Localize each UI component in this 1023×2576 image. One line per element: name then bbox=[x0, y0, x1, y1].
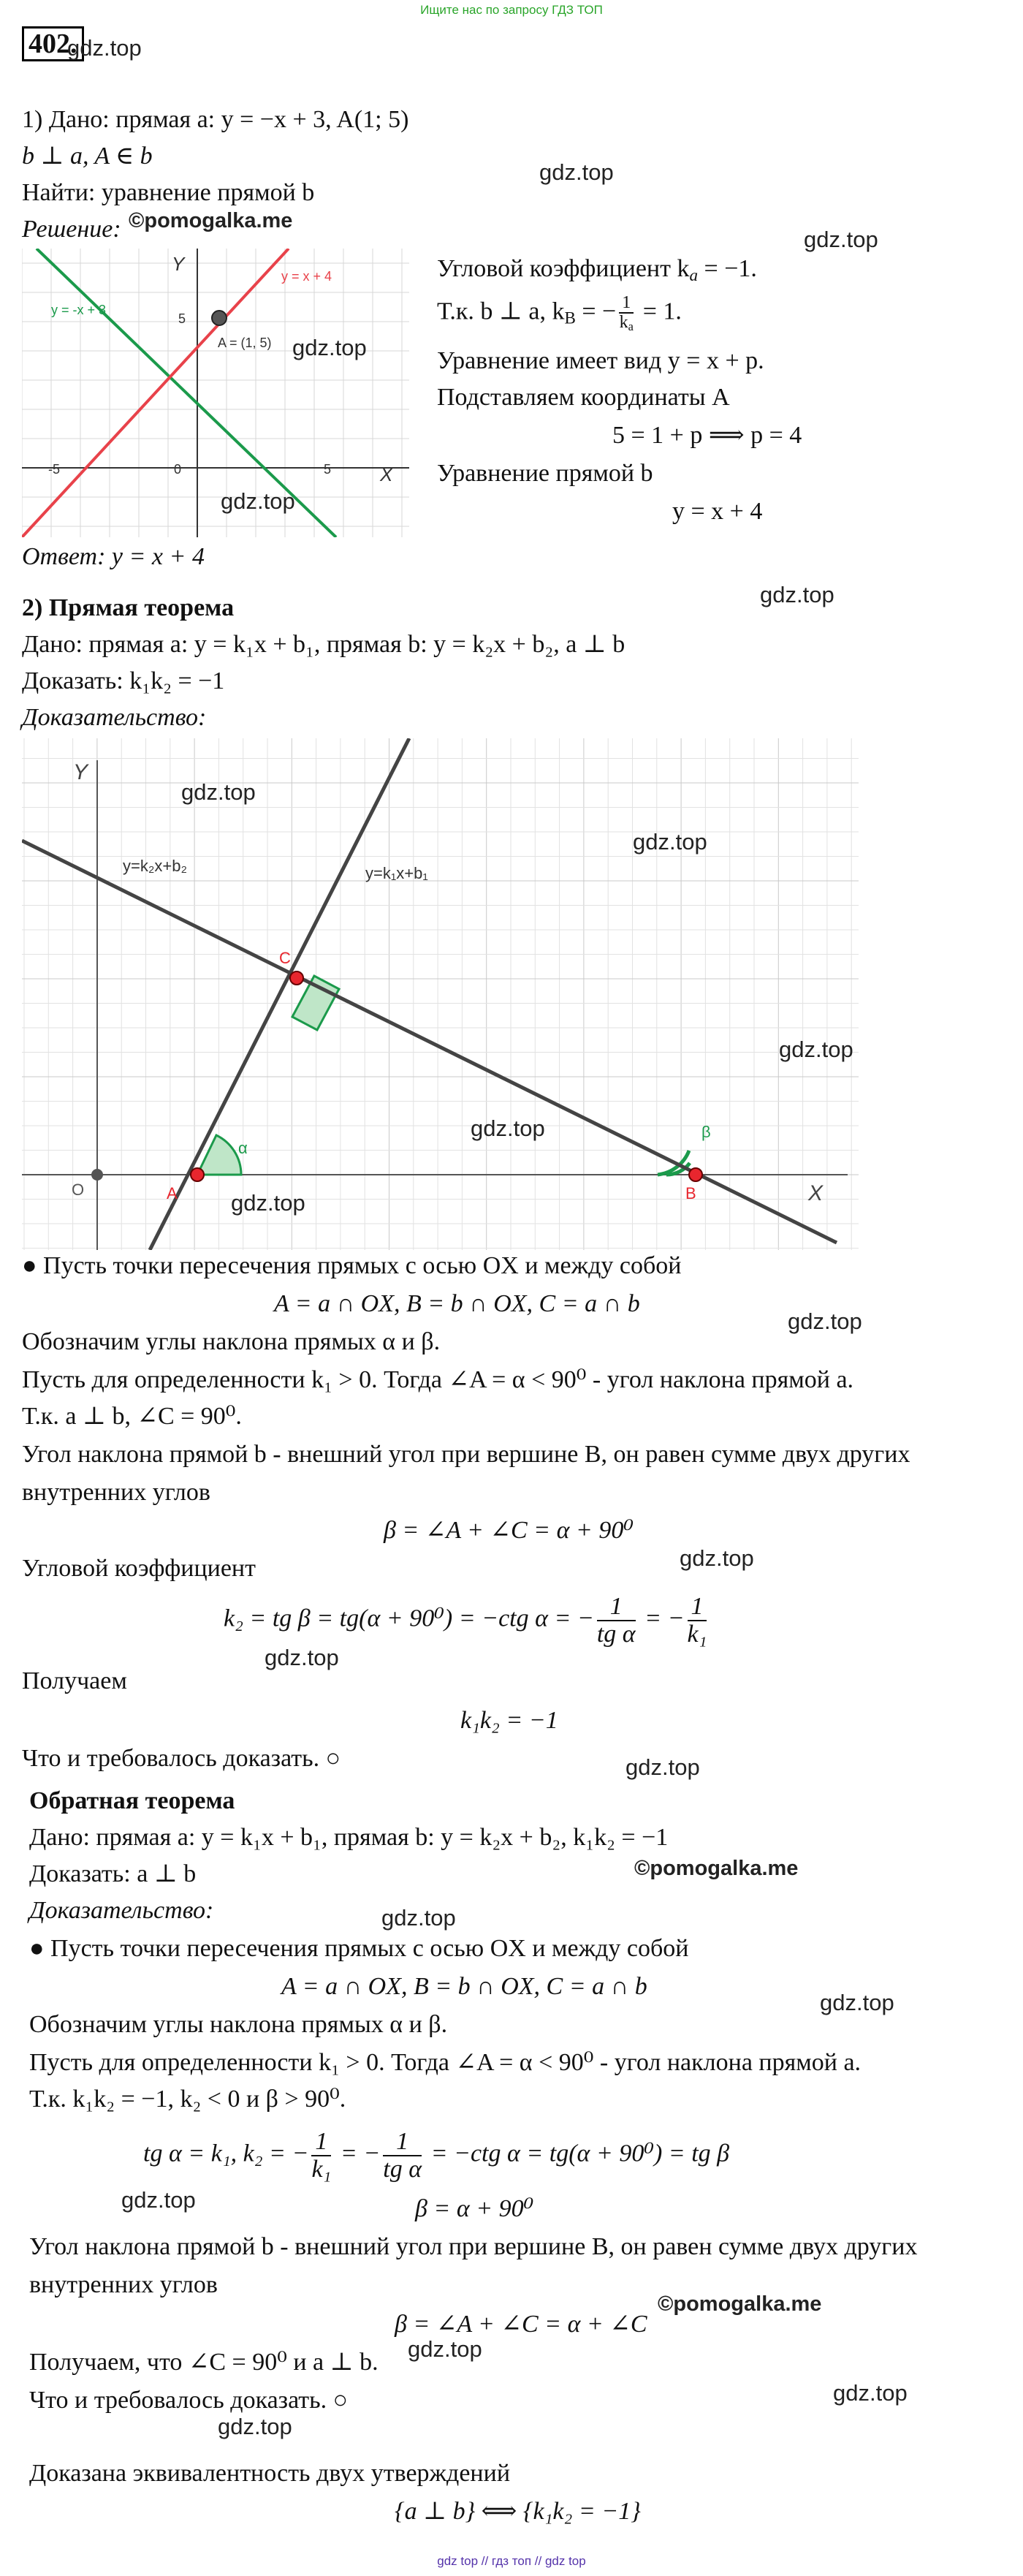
watermark-gdz: gdz.top bbox=[539, 159, 614, 185]
part3-p14: {a ⊥ b} ⟺ {k₁k₂ = −1} bbox=[395, 2498, 641, 2525]
part2-p6: Угол наклона прямой b - внешний угол при вершине B, он равен сумме двух других bbox=[22, 1441, 910, 1468]
watermark-gdz: gdz.top bbox=[408, 2336, 482, 2362]
solution-step-5: 5 = 1 + p ⟹ p = 4 bbox=[612, 422, 802, 449]
part2-p2: A = a ∩ OX, B = b ∩ OX, C = a ∩ b bbox=[274, 1290, 640, 1317]
label-point-c: C bbox=[279, 949, 291, 967]
axis-x-label: X bbox=[380, 463, 393, 485]
line-a bbox=[150, 738, 409, 1250]
tick-5-y: 5 bbox=[178, 311, 186, 326]
part3-p8: Угол наклона прямой b - внешний угол при вершине B, он равен сумме двух других bbox=[29, 2233, 918, 2260]
part3-p2: A = a ∩ OX, B = b ∩ OX, C = a ∩ b bbox=[281, 1973, 647, 2000]
watermark-gdz: gdz.top bbox=[625, 1754, 700, 1780]
part3-p3: Обозначим углы наклона прямых α и β. bbox=[29, 2011, 448, 2038]
part1-answer: Ответ: y = x + 4 bbox=[22, 543, 205, 570]
part2-p10: k₂ = tg β = tg(α + 90⁰) = −ctg α = − $\frac{1}{\text{tg α}}$ = − $\frac{1}{\text{k₁}}$ bbox=[224, 1593, 707, 1648]
watermark-gdz: gdz.top bbox=[779, 1037, 853, 1062]
label-point-b: B bbox=[685, 1184, 696, 1202]
watermark-gdz: gdz.top bbox=[788, 1308, 862, 1334]
watermark-gdz: gdz.top bbox=[67, 35, 142, 61]
part3-p9: внутренних углов bbox=[29, 2271, 218, 2298]
part3-p12: Что и требовалось доказать. ○ bbox=[29, 2387, 349, 2414]
part2-p1: ● Пусть точки пересечения прямых с осью OX и между собой bbox=[22, 1252, 682, 1279]
task-number: 402. bbox=[22, 26, 84, 61]
solution-step-1: Угловой коэффициент $k_a = -1$. bbox=[437, 255, 757, 285]
watermark-gdz: gdz.top bbox=[833, 2380, 908, 2406]
part2-title: 2) Прямая теорема bbox=[22, 594, 235, 621]
top-search-hint[interactable]: Ищите нас по запросу ГДЗ ТОП bbox=[420, 3, 603, 17]
part2-p11: Получаем bbox=[22, 1667, 127, 1694]
axis-y-label: Y bbox=[172, 253, 185, 275]
part2-p8: β = ∠A + ∠C = α + 90⁰ bbox=[384, 1517, 634, 1544]
label-line-b: y = x + 4 bbox=[281, 269, 332, 284]
part2-p13: Что и требовалось доказать. ○ bbox=[22, 1745, 341, 1772]
part2-p12: k₁k₂ = −1 bbox=[460, 1707, 558, 1734]
part3-title: Обратная теорема bbox=[29, 1787, 235, 1814]
watermark-gdz: gdz.top bbox=[218, 2414, 292, 2439]
part3-p13: Доказана эквивалентность двух утверждений bbox=[29, 2460, 511, 2487]
part2-p9: Угловой коэффициент bbox=[22, 1555, 256, 1582]
part3-given: Дано: прямая a: y = k₁x + b₁, прямая b: y = k₂x + b₂, k₁k₂ = −1 bbox=[29, 1824, 669, 1851]
label-line-b: y=k₂x+b₂ bbox=[123, 857, 188, 875]
solution-step-7: y = x + 4 bbox=[672, 498, 763, 525]
watermark-gdz: gdz.top bbox=[181, 779, 256, 805]
part1-find: Найти: уравнение прямой b bbox=[22, 179, 315, 206]
watermark-gdz: gdz.top bbox=[381, 1905, 456, 1931]
graph-2 bbox=[22, 738, 859, 1250]
point-c bbox=[290, 971, 303, 985]
graph-1 bbox=[22, 249, 409, 537]
point-b bbox=[689, 1168, 702, 1181]
axis-y-label: Y bbox=[73, 760, 88, 784]
axis-x-label: X bbox=[808, 1181, 824, 1205]
tick-minus5: -5 bbox=[48, 462, 61, 477]
watermark-gdz: gdz.top bbox=[231, 1190, 305, 1216]
part1-conditions: b ⊥ a, A ∈ b bbox=[22, 143, 153, 170]
point-origin bbox=[91, 1169, 103, 1181]
watermark-gdz: gdz.top bbox=[292, 335, 367, 360]
part3-p11: Получаем, что ∠C = 90⁰ и a ⊥ b. bbox=[29, 2349, 379, 2376]
part3-prove: Доказать: a ⊥ b bbox=[29, 1860, 197, 1887]
part3-p5: Т.к. k₁k₂ = −1, k₂ < 0 и β > 90⁰. bbox=[29, 2086, 346, 2113]
part2-p7: внутренних углов bbox=[22, 1479, 210, 1506]
watermark-pomogalka: ©pomogalka.me bbox=[129, 209, 293, 232]
label-beta: β bbox=[701, 1123, 711, 1141]
watermark-gdz: gdz.top bbox=[820, 1990, 894, 2015]
part3-p7: β = α + 90⁰ bbox=[415, 2195, 534, 2222]
point-a bbox=[212, 311, 227, 325]
solution-step-4: Подставляем координаты A bbox=[437, 384, 730, 411]
solution-step-6: Уравнение прямой b bbox=[437, 460, 653, 487]
line-b bbox=[22, 841, 837, 1243]
label-alpha: α bbox=[238, 1139, 248, 1157]
part3-p6: tg α = k₁, k₂ = − $\frac{1}{\text{k₁}}$ = − $\frac{1}{\text{tg α}}$ = −ctg α = tg(α + 90⁰) = tg β bbox=[143, 2128, 730, 2183]
part3-proof-label: Доказательство: bbox=[29, 1897, 214, 1924]
tick-5-x: 5 bbox=[324, 462, 332, 477]
point-a bbox=[191, 1168, 204, 1181]
part1-given: 1) Дано: прямая a: y = −x + 3, A(1; 5) bbox=[22, 106, 409, 133]
label-line-a: y=k₁x+b₁ bbox=[365, 864, 428, 882]
watermark-gdz: gdz.top bbox=[471, 1115, 545, 1141]
watermark-gdz: gdz.top bbox=[633, 829, 707, 855]
watermark-gdz: gdz.top bbox=[121, 2187, 196, 2213]
label-point-a: A bbox=[167, 1184, 178, 1202]
watermark-gdz: gdz.top bbox=[680, 1545, 754, 1571]
part3-p4: Пусть для определенности k₁ > 0. Тогда ∠A = α < 90⁰ - угол наклона прямой a. bbox=[29, 2049, 862, 2076]
tick-zero: 0 bbox=[174, 462, 182, 477]
label-line-a: y = -x + 3 bbox=[51, 303, 107, 317]
footer-links[interactable]: gdz top // гдз топ // gdz top bbox=[437, 2554, 586, 2568]
watermark-gdz: gdz.top bbox=[265, 1645, 339, 1670]
watermark-gdz: gdz.top bbox=[760, 582, 834, 607]
label-origin: O bbox=[72, 1181, 85, 1199]
solution-step-3: Уравнение имеет вид y = x + p. bbox=[437, 347, 764, 374]
solution-step-2: Т.к. b ⊥ a, $k_B$ = − $\frac{1}{k_a}$ = 1. bbox=[437, 293, 682, 334]
part2-prove: Доказать: k₁k₂ = −1 bbox=[22, 667, 225, 694]
watermark-pomogalka: ©pomogalka.me bbox=[634, 1857, 799, 1880]
label-point-a: A = (1, 5) bbox=[218, 336, 272, 350]
part2-proof-label: Доказательство: bbox=[22, 704, 207, 731]
part3-p10: β = ∠A + ∠C = α + ∠C bbox=[395, 2311, 647, 2338]
part2-p5: Т.к. a ⊥ b, ∠C = 90⁰. bbox=[22, 1403, 242, 1430]
part2-p3: Обозначим углы наклона прямых α и β. bbox=[22, 1328, 441, 1355]
watermark-gdz: gdz.top bbox=[221, 488, 295, 514]
part3-p1: ● Пусть точки пересечения прямых с осью OX и между собой bbox=[29, 1935, 689, 1962]
watermark-gdz: gdz.top bbox=[804, 227, 878, 252]
part2-p4: Пусть для определенности k₁ > 0. Тогда ∠A = α < 90⁰ - угол наклона прямой a. bbox=[22, 1366, 854, 1393]
part2-given: Дано: прямая a: y = k₁x + b₁, прямая b: y = k₂x + b₂, a ⊥ b bbox=[22, 631, 625, 658]
watermark-pomogalka: ©pomogalka.me bbox=[658, 2292, 822, 2316]
part1-solution-label: Решение: bbox=[22, 216, 121, 243]
